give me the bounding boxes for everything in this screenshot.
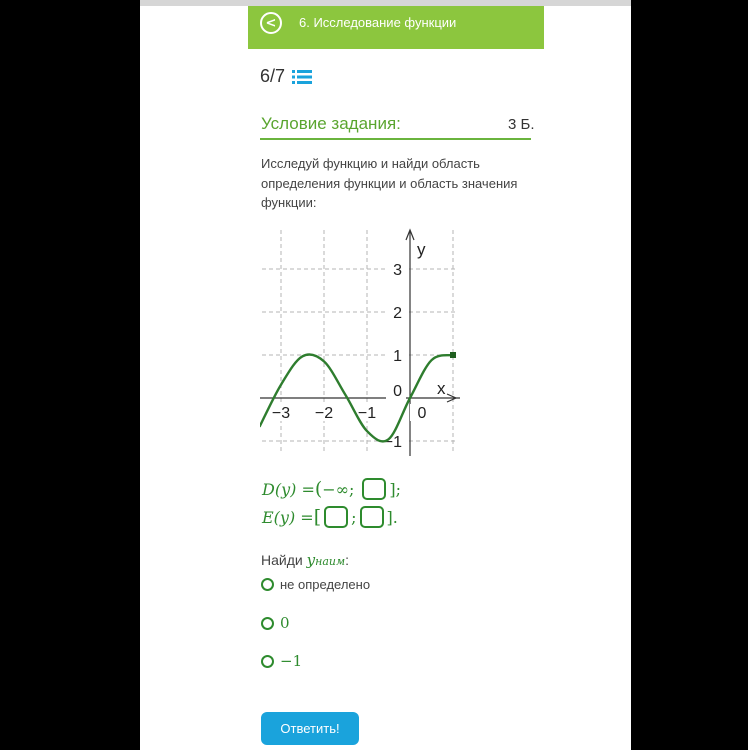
option-label: 0: [280, 614, 290, 632]
range-formula: [262, 506, 398, 528]
range-label: E(y) =: [262, 507, 314, 527]
x-axis-label: x: [437, 379, 446, 398]
list-icon[interactable]: [292, 69, 312, 85]
find-subscript: наим: [315, 555, 346, 568]
range-close-bracket: ].: [386, 507, 398, 527]
domain-formula: [262, 478, 401, 500]
range-start-input[interactable]: [324, 506, 348, 528]
option-minus-one[interactable]: [261, 652, 302, 670]
option-undefined[interactable]: [261, 577, 370, 592]
range-end-input[interactable]: [360, 506, 384, 528]
find-variable: y: [306, 551, 316, 569]
radio-button[interactable]: [261, 617, 274, 630]
y-tick-label: 0: [393, 383, 402, 400]
domain-start: −∞;: [322, 479, 355, 499]
back-button[interactable]: [260, 12, 282, 34]
y-axis-label: y: [417, 240, 426, 259]
condition-title: Условие задания:: [261, 114, 401, 133]
radio-button[interactable]: [261, 578, 274, 591]
domain-end-input[interactable]: [362, 478, 386, 500]
chevron-left-icon: <: [265, 15, 277, 31]
find-prefix: Найди: [261, 552, 303, 568]
x-tick-label: 0: [417, 405, 427, 422]
radio-button[interactable]: [261, 655, 274, 668]
y-tick-label: 3: [393, 262, 402, 279]
y-tick-label: 1: [393, 348, 402, 365]
x-tick-label: −1: [357, 405, 377, 422]
condition-points: 3 Б.: [508, 116, 535, 133]
domain-label: D(y) =: [262, 479, 315, 499]
task-page: [140, 0, 631, 750]
x-tick-label: −3: [271, 405, 291, 422]
option-label: −1: [280, 652, 303, 670]
range-separator: ;: [351, 507, 357, 527]
domain-close-bracket: ];: [389, 479, 402, 499]
find-suffix: :: [345, 552, 349, 568]
condition-underline: [260, 138, 531, 140]
option-zero[interactable]: [261, 614, 290, 632]
x-tick-label: −2: [314, 405, 334, 422]
task-text: Исследуй функцию и найди область определения функции и область значения функции:: [261, 156, 518, 210]
header-bar: [248, 6, 544, 49]
counter-text: 6/7: [260, 66, 286, 86]
endpoint-marker: [450, 352, 456, 358]
domain-open-bracket: (: [314, 478, 323, 500]
function-graph: [260, 226, 460, 458]
header-title: 6. Исследование функции: [299, 15, 457, 30]
y-tick-label: −1: [383, 434, 402, 451]
find-question: [261, 551, 349, 569]
submit-answer-button[interactable]: Ответить!: [261, 712, 359, 745]
range-open-bracket: [: [313, 506, 322, 528]
task-counter: [260, 66, 312, 87]
y-tick-label: 2: [393, 305, 402, 322]
option-label: не определено: [280, 577, 371, 592]
